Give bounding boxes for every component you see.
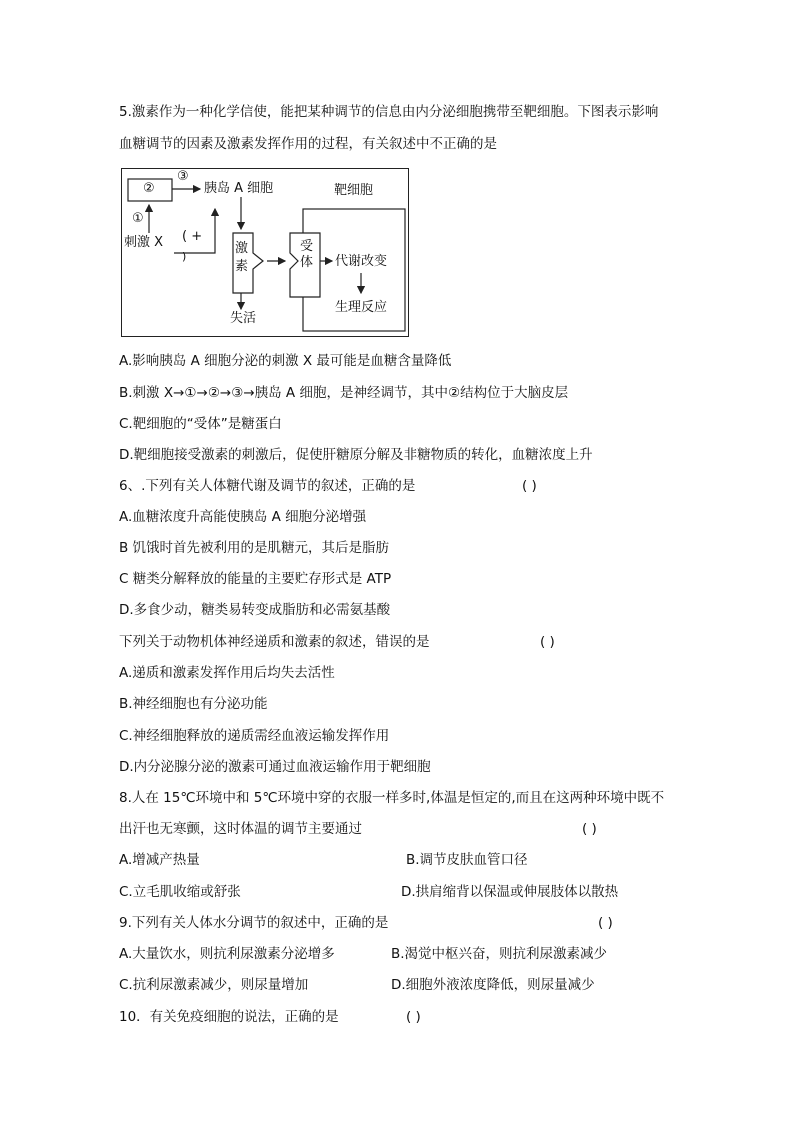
q7-option-c: C.神经细胞释放的递质需经血液运输发挥作用 xyxy=(119,728,390,744)
q8-stem-line1: 8.人在 15℃环境中和 5℃环境中穿的衣服一样多时,体温是恒定的,而且在这两种环境中既不 xyxy=(119,790,665,806)
q5-figure xyxy=(121,168,409,337)
q6-option-c: C 糖类分解释放的能量的主要贮存形式是 ATP xyxy=(119,571,392,587)
q7-option-b: B.神经细胞也有分泌功能 xyxy=(119,696,268,712)
q10-answer-blank: ( ) xyxy=(406,1009,421,1025)
circle-1-label: ① xyxy=(132,211,144,226)
q7-option-d: D.内分泌腺分泌的激素可通过血液运输作用于靶细胞 xyxy=(119,759,431,775)
q5-option-d: D.靶细胞接受激素的刺激后，促使肝糖原分解及非糖物质的转化，血糖浓度上升 xyxy=(119,447,593,463)
q9-stem: 9.下列有关人体水分调节的叙述中，正确的是 xyxy=(119,915,389,931)
q9-answer-blank: ( ) xyxy=(598,915,613,931)
circle-3-label: ③ xyxy=(177,169,189,184)
q6-option-b: B 饥饿时首先被利用的是肌糖元，其后是脂肪 xyxy=(119,540,390,556)
q6-answer-blank: ( ) xyxy=(522,478,537,494)
box-2-label: ② xyxy=(143,181,155,196)
hormone-label-bottom: 素 xyxy=(235,259,249,274)
q6-option-a: A.血糖浓度升高能使胰岛 A 细胞分泌增强 xyxy=(119,509,367,525)
q8-option-a: A.增减产热量 xyxy=(119,852,200,868)
q5-option-b: B.刺激 X→①→②→③→胰岛 A 细胞，是神经调节，其中②结构位于大脑皮层 xyxy=(119,385,569,401)
q5-option-a: A.影响胰岛 A 细胞分泌的刺激 X 最可能是血糖含量降低 xyxy=(119,353,452,369)
q9-option-a: A.大量饮水，则抗利尿激素分泌增多 xyxy=(119,946,335,962)
q6-option-d: D.多食少动，糖类易转变成脂肪和必需氨基酸 xyxy=(119,602,391,618)
stimulus-label: 刺激 X xyxy=(124,235,164,250)
islet-a-label: 胰岛 A 细胞 xyxy=(204,181,274,196)
q8-option-c: C.立毛肌收缩或舒张 xyxy=(119,884,241,900)
q8-option-d: D.拱肩缩背以保温或伸展肢体以散热 xyxy=(401,884,619,900)
q5-stem-line2: 血糖调节的因素及激素发挥作用的过程，有关叙述中不正确的是 xyxy=(119,136,497,152)
q9-option-d: D.细胞外液浓度降低，则尿量减少 xyxy=(391,977,595,993)
hormone-label-top: 激 xyxy=(235,241,249,256)
metabolism-label: 代谢改变 xyxy=(335,254,388,269)
physio-label: 生理反应 xyxy=(335,300,388,315)
q9-option-c: C.抗利尿激素减少，则尿量增加 xyxy=(119,977,309,993)
target-cell-label: 靶细胞 xyxy=(334,183,374,198)
q5-stem-line1: 5.激素作为一种化学信使，能把某种调节的信息由内分泌细胞携带至靶细胞。下图表示影响 xyxy=(119,104,659,120)
q5-option-c: C.靶细胞的“受体”是糖蛋白 xyxy=(119,416,282,432)
paren-close-label: ) xyxy=(182,250,187,263)
q8-stem-line2: 出汗也无寒颤，这时体温的调节主要通过 xyxy=(119,821,362,837)
receptor-label-bottom: 体 xyxy=(300,255,314,270)
inactivation-label: 失活 xyxy=(230,311,257,326)
q7-option-a: A.递质和激素发挥作用后均失去活性 xyxy=(119,665,335,681)
q10-stem: 10．有关免疫细胞的说法，正确的是 xyxy=(119,1009,339,1025)
q7-stem: 下列关于动物机体神经递质和激素的叙述，错误的是 xyxy=(119,634,430,650)
receptor-label-top: 受 xyxy=(300,239,314,254)
q8-option-b: B.调节皮肤血管口径 xyxy=(406,852,528,868)
q9-option-b: B.渴觉中枢兴奋，则抗利尿激素减少 xyxy=(391,946,608,962)
q8-answer-blank: ( ) xyxy=(582,821,597,837)
q7-answer-blank: ( ) xyxy=(540,634,555,650)
plus-label: ( + xyxy=(182,229,203,244)
q6-stem: 6、.下列有关人体糖代谢及调节的叙述，正确的是 xyxy=(119,478,416,494)
